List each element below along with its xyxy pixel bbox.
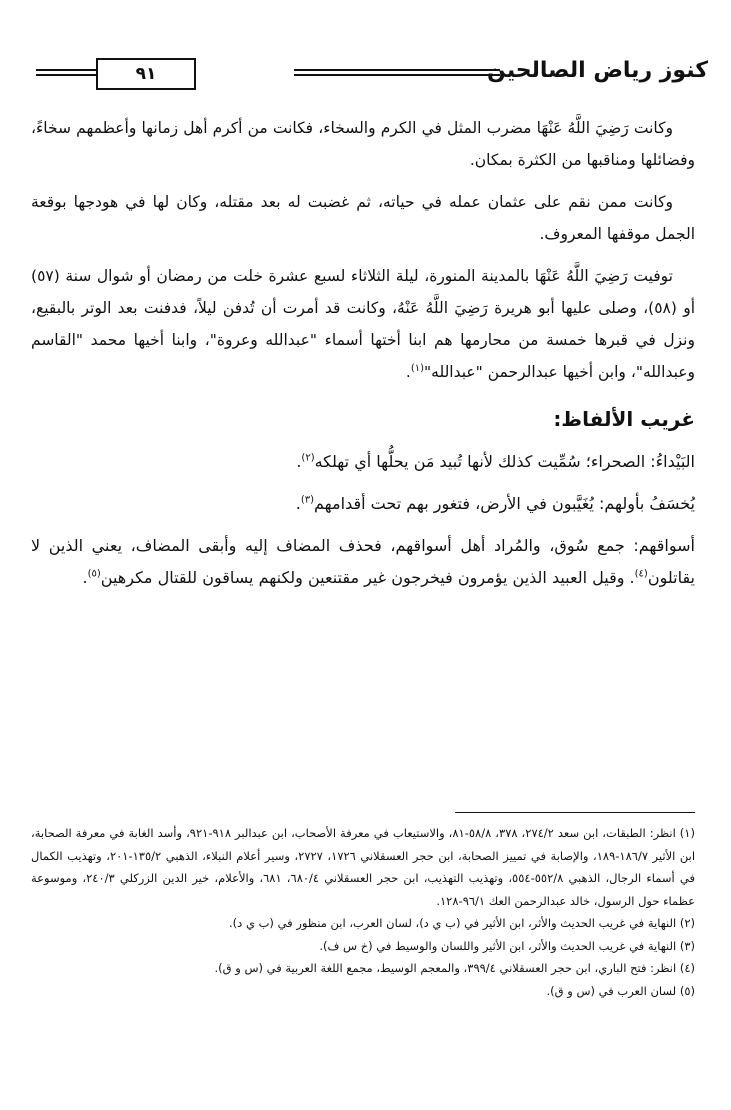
vocab-entry-3-text: أسواقهم: جمع سُوق، والمُراد أهل أسواقهم، فحذف المضاف إليه وأبقى المضاف، يعني الذين لا يقاتلون [31,536,695,587]
book-title: كنوز رياض الصالحين [487,58,708,83]
vocab-entry-3 [31,530,695,594]
footnote-5: (٥) لسان العرب في (س و ق). [546,983,695,998]
paragraph-3-text: توفيت رَضِيَ اللَّهُ عَنْهَا بالمدينة المنورة، ليلة الثلاثاء لسبع عشرة خلت من رمضان أو شوال سنة (٥٧) أو (٥٨)، وصلى عليها أبو هريرة رَضِيَ اللَّهُ عَنْهُ، وكانت قد أمرت أن تُدفن ليلاً، فدفنت بعد الوتر بالبقيع، ونزل في قبرها خمسة من محارمها هم ابنا أختها أسماء "عبدالله وعروة"، وابنا أخيها محمد "القاسم وعبدالله"، وابن أخيها عبدالرحمن "عبدالله" [31,267,696,381]
footnote-3: (٣) النهاية في غريب الحديث والأثر، ابن الأثير واللسان والوسيط في (خ س ف). [319,938,695,953]
header-rule-left [36,69,96,76]
vocab-entry-1 [31,446,695,478]
header-rule-right [294,69,500,76]
paragraph-3-end: . [405,363,411,381]
vocab-entry-2-text: يُخسَفُ بأولهم: يُغَيَّبون في الأرض، فتغور بهم تحت أقدامهم [314,494,695,513]
paragraph-1: وكانت رَضِيَ اللَّهُ عَنْهَا مضرب المثل في الكرم والسخاء، فكانت من أكرم أهل زمانها وأعظمهم سخاءً، وفضائلها ومناقبها من الكثرة بمكان. [31,119,695,169]
footnote-ref-4: (٤) [634,568,648,580]
footnote-2: (٢) النهاية في غريب الحديث والأثر، ابن الأثير في (ب ي د)، لسان العرب، ابن منظور في (ب ي د). [229,916,695,930]
main-text [31,112,695,604]
vocab-entry-2-end: . [295,494,301,513]
footnote-1: (١) انظر: الطبقات، ابن سعد ٢٧٤/٢، ٣٧٨، ٥٨/٨-٨١، والاستيعاب في معرفة الأصحاب، ابن عبدالبر ٩١٨-٩٢١، وأسد الغابة في معرفة الصحابة، ابن الأثير ١٨٦/٧-١٨٩، والإصابة في تمييز الصحابة، ابن حجر العسقلاني ١٧٢٦، ٢٧٢٧، وسير أعلام النبلاء، الذهبي ١٣٥/٢-٢٠١، وتهذيب الكمال في أسماء الرجال، الذهبي ٥٥٢/٨-٥٥٤، وتهذيب التهذيب، ابن حجر العسقلاني ٦٨٠/٤، ٦٨١، والأعلام، خير الدين الزركلي ٢٤٠/٣، وموسوعة عظماء حول الرسول، خالد عبدالرحمن العك ٩٦/١-١٢٨. [31,826,696,908]
vocab-entry-1-end: . [296,452,302,471]
footnotes [31,822,695,1002]
vocab-entry-2 [31,488,695,520]
footnote-separator [455,812,695,813]
footnote-ref-1: (١) [410,362,425,374]
vocab-entry-3-end: . [82,568,88,587]
footnote-ref-3: (٣) [300,494,315,506]
footnote-4: (٤) انظر: فتح الباري، ابن حجر العسقلاني ٣٩٩/٤، والمعجم الوسيط، مجمع اللغة العربية في (س و ق). [214,961,695,975]
vocab-entry-3-middle: . وقيل العبيد الذين يؤمرون فيخرجون غير مقتنعين ولكنهم يساقون للقتال مكرهين [100,568,635,587]
paragraph-2: وكانت ممن نقم على عثمان عمله في حياته، ثم غضبت له بعد مقتله، وكان لها في هودجها بوقعة الجمل موقفها المعروف. [31,193,695,243]
vocab-section-title: غريب الألفاظ: [553,407,695,431]
footnote-ref-5: (٥) [87,568,101,580]
paragraph-3 [31,260,695,388]
footnote-ref-2: (٢) [301,452,315,464]
vocab-entry-1-text: البَيْداءُ: الصحراء؛ سُمِّيت كذلك لأنها تُبيد مَن يحلُّها أي تهلكه [314,452,695,471]
page-header [36,52,708,94]
page-number: ٩١ [96,58,196,90]
